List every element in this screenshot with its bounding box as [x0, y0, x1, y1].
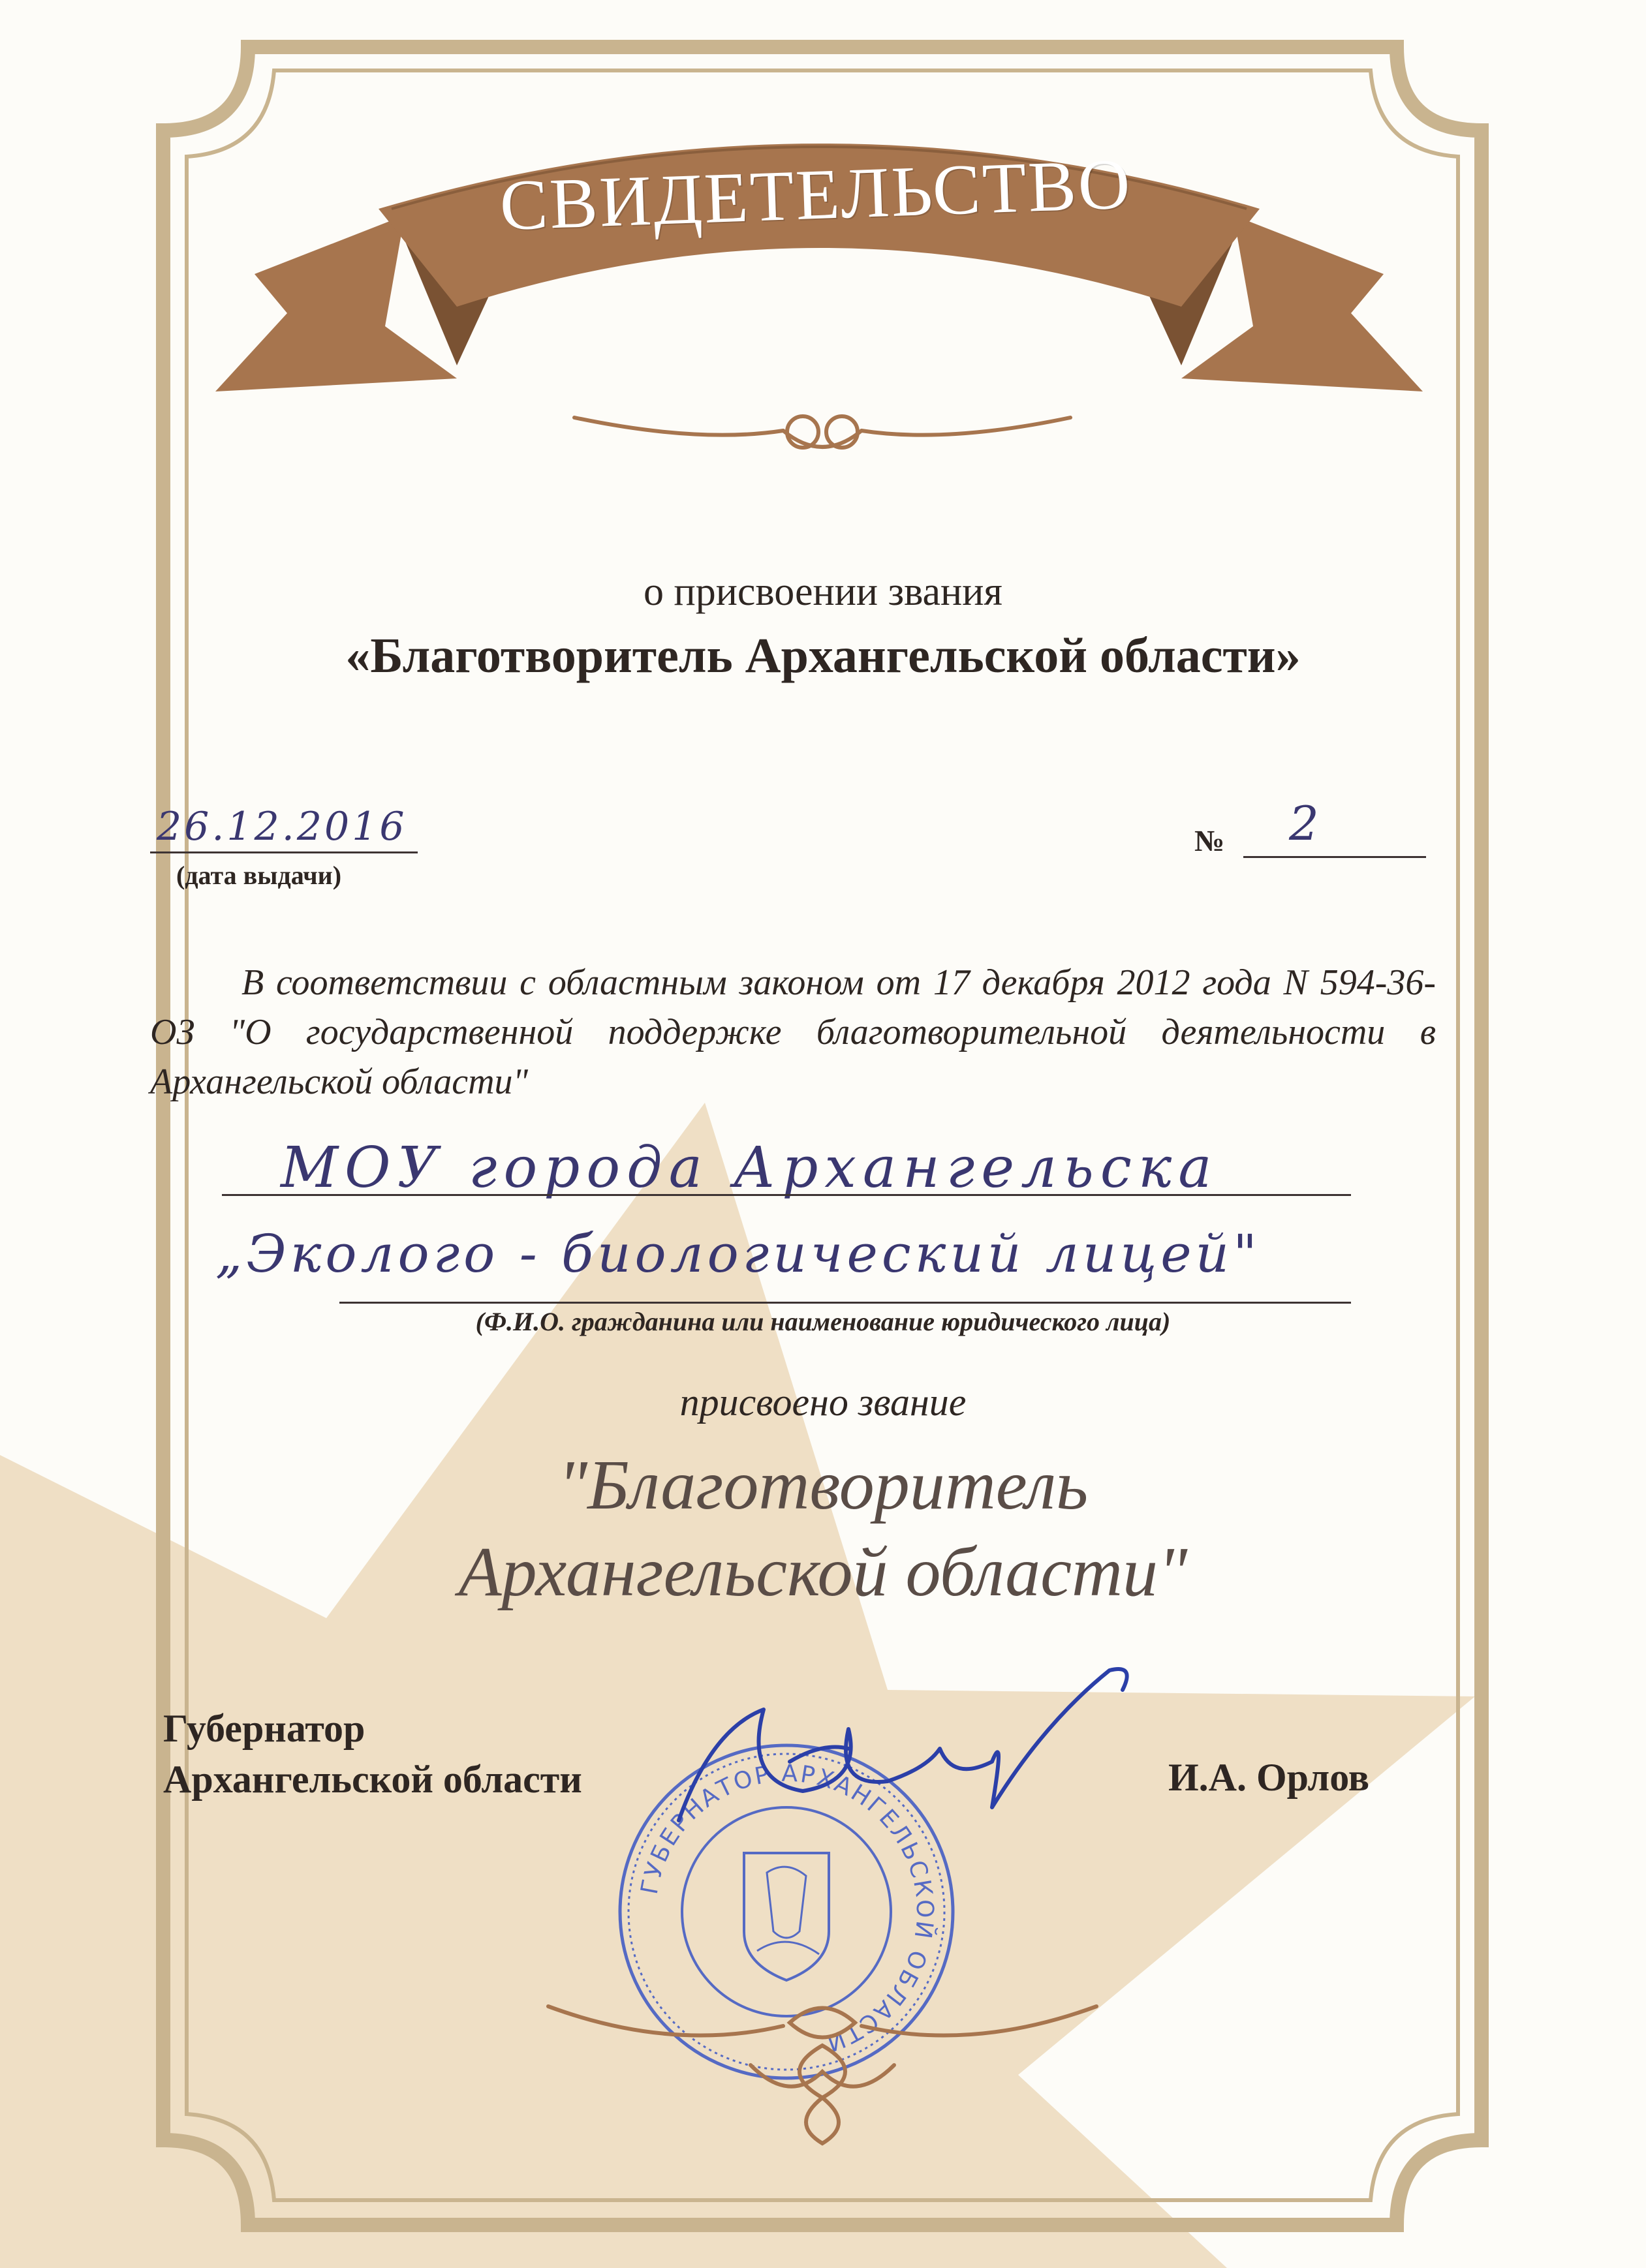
position-line-1: Губернатор: [163, 1707, 365, 1750]
certificate-subtitle: о присвоении звания: [644, 570, 1002, 614]
recipient-underline-1: [222, 1194, 1351, 1196]
date-caption: (дата выдачи): [176, 861, 342, 890]
certificate-heading: СВИДЕТЕЛЬСТВО: [498, 144, 1134, 245]
recipient-underline-2: [339, 1302, 1351, 1304]
governor-signature: [653, 1651, 1149, 1860]
certificate-title: «Благотворитель Архангельской области»: [345, 628, 1301, 683]
award-title-line-1: "Благотворитель: [557, 1447, 1089, 1524]
date-underline: [150, 851, 418, 853]
flourish-ornament: [568, 391, 1077, 470]
bottom-ornament: [542, 1987, 1103, 2150]
number-underline: [1243, 856, 1426, 858]
awarded-text: присвоено звание: [679, 1381, 967, 1424]
signatory-name: И.А. Орлов: [1168, 1756, 1370, 1799]
recipient-caption: (Ф.И.О. гражданина или наименование юридического лица): [475, 1307, 1171, 1336]
seal-text: ГУБЕРНАТОР АРХАНГЕЛЬСКОЙ ОБЛАСТИ: [636, 1760, 939, 2057]
issue-date: 26.12.2016: [157, 804, 407, 850]
certificate-number: 2: [1289, 796, 1319, 851]
signatory-position: [163, 1703, 582, 1805]
number-label: №: [1194, 824, 1225, 857]
recipient-line-2: „Эколого - биологический лицей": [215, 1223, 1261, 1284]
position-line-2: Архангельской области: [163, 1758, 582, 1801]
recipient-line-1: МОУ города Архангельска: [281, 1135, 1219, 1201]
law-text: В соответствии с областным законом от 17 декабря 2012 года N 594-36-ОЗ "О государственной поддержке благотворительной деятельности в Архангельской области": [150, 962, 1436, 1102]
law-reference: [150, 958, 1436, 1107]
award-title-line-2: Архангельской области": [458, 1533, 1188, 1611]
